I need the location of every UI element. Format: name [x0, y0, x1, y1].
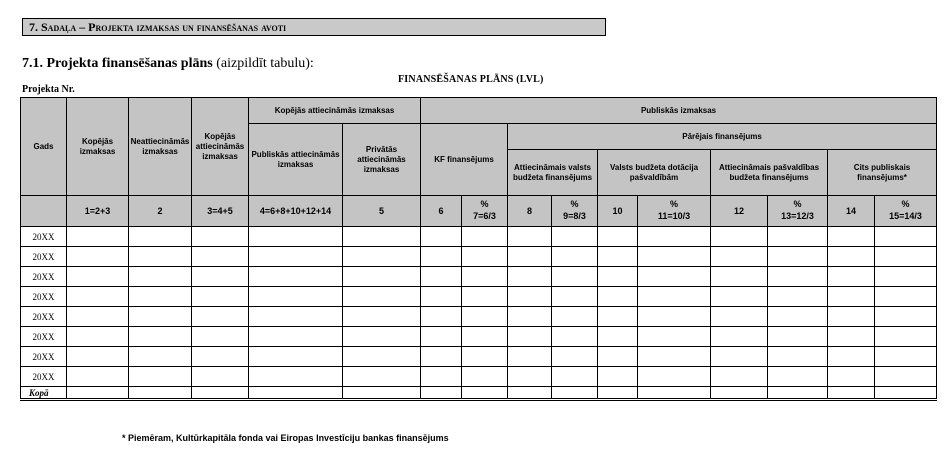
num-c5: 5 [343, 196, 421, 227]
year-cell: 20XX [21, 227, 67, 247]
table-cell[interactable] [508, 287, 552, 307]
year-cell: 20XX [21, 327, 67, 347]
table-cell[interactable] [828, 247, 875, 267]
table-row [21, 267, 937, 287]
table-cell[interactable] [129, 347, 192, 367]
table-cell[interactable] [875, 307, 937, 327]
header-parejais: Pārējais finansējums [508, 124, 937, 150]
table-cell[interactable] [598, 347, 638, 367]
table-cell[interactable] [343, 367, 421, 387]
year-cell: 20XX [21, 307, 67, 327]
total-row [21, 387, 937, 400]
table-cell[interactable] [343, 387, 421, 400]
table-cell[interactable] [875, 247, 937, 267]
table-cell[interactable] [343, 307, 421, 327]
num-c2: 2 [129, 196, 192, 227]
table-cell[interactable] [508, 307, 552, 327]
table-cell[interactable] [67, 247, 129, 267]
table-cell[interactable] [508, 387, 552, 400]
table-cell[interactable] [129, 247, 192, 267]
table-cell[interactable] [711, 347, 768, 367]
pct-sign: % [901, 199, 910, 209]
table-cell[interactable] [552, 307, 598, 327]
table-row [21, 327, 937, 347]
table-cell[interactable] [462, 307, 508, 327]
header-publiskas-group: Publiskās izmaksas [421, 98, 937, 124]
num-c11 [638, 196, 711, 227]
num-c10: 10 [598, 196, 638, 227]
table-cell[interactable] [462, 227, 508, 247]
financing-plan-table [20, 97, 937, 401]
table-cell[interactable] [508, 267, 552, 287]
table-cell[interactable] [598, 227, 638, 247]
table-cell[interactable] [552, 247, 598, 267]
table-cell[interactable] [552, 347, 598, 367]
table-cell[interactable] [875, 287, 937, 307]
table-cell[interactable] [638, 367, 711, 387]
table-cell[interactable] [67, 367, 129, 387]
table-cell[interactable] [768, 347, 828, 367]
table-cell[interactable] [828, 307, 875, 327]
table-cell[interactable] [192, 327, 249, 347]
table-cell[interactable] [552, 327, 598, 347]
table-cell[interactable] [129, 267, 192, 287]
table-row [21, 307, 937, 327]
plan-title: FINANSĒŠANAS PLĀNS (LVL) [398, 74, 544, 85]
table-cell[interactable] [875, 267, 937, 287]
num-c8: 8 [508, 196, 552, 227]
table-cell[interactable] [711, 307, 768, 327]
table-cell[interactable] [768, 367, 828, 387]
table-cell[interactable] [462, 347, 508, 367]
table-cell[interactable] [192, 267, 249, 287]
table-cell[interactable] [711, 367, 768, 387]
table-cell[interactable] [67, 227, 129, 247]
table-cell[interactable] [598, 287, 638, 307]
table-cell[interactable] [638, 327, 711, 347]
table-cell[interactable] [875, 227, 937, 247]
table-cell[interactable] [343, 347, 421, 367]
num-c9-label: 9=8/3 [563, 211, 586, 221]
pct-sign: % [480, 199, 489, 209]
table-cell[interactable] [129, 387, 192, 400]
table-row [21, 367, 937, 387]
table-cell[interactable] [192, 307, 249, 327]
table-cell[interactable] [638, 227, 711, 247]
table-cell[interactable] [421, 247, 462, 267]
table-cell[interactable] [249, 227, 343, 247]
table-cell[interactable] [875, 347, 937, 367]
table-cell[interactable] [711, 387, 768, 400]
header-privatas-att: Privātās attiecināmās izmaksas [343, 124, 421, 196]
table-cell[interactable] [192, 247, 249, 267]
table-cell[interactable] [67, 347, 129, 367]
table-cell[interactable] [638, 387, 711, 400]
table-cell[interactable] [249, 387, 343, 400]
header-cits: Cits publiskais finansējums* [828, 150, 937, 196]
table-cell[interactable] [67, 287, 129, 307]
table-cell[interactable] [598, 247, 638, 267]
table-cell[interactable] [192, 227, 249, 247]
table-cell[interactable] [828, 347, 875, 367]
table-cell[interactable] [598, 367, 638, 387]
subsection-number: 7.1. Projekta finansēšanas plāns [22, 56, 213, 71]
table-cell[interactable] [129, 287, 192, 307]
header-neattiecinamas: Neattiecināmās izmaksas [129, 98, 192, 196]
table-cell[interactable] [828, 267, 875, 287]
table-cell[interactable] [249, 367, 343, 387]
table-cell[interactable] [343, 287, 421, 307]
header-pasvaldibas: Attiecināmais pašvaldības budžeta finansējums [711, 150, 828, 196]
table-cell[interactable] [421, 367, 462, 387]
table-cell[interactable] [421, 227, 462, 247]
table-cell[interactable] [462, 387, 508, 400]
table-cell[interactable] [711, 287, 768, 307]
table-row [21, 247, 937, 267]
num-c15-label: 15=14/3 [889, 211, 922, 221]
table-cell[interactable] [508, 247, 552, 267]
header-publiskas-att: Publiskās attiecināmās izmaksas [249, 124, 343, 196]
table-cell[interactable] [192, 347, 249, 367]
table-cell[interactable] [129, 327, 192, 347]
table-cell[interactable] [129, 367, 192, 387]
table-cell[interactable] [552, 367, 598, 387]
table-cell[interactable] [828, 387, 875, 400]
year-cell: 20XX [21, 267, 67, 287]
table-cell[interactable] [462, 367, 508, 387]
header-kf: KF finansējums [421, 124, 508, 196]
table-cell[interactable] [768, 227, 828, 247]
table-row [21, 227, 937, 247]
table-cell[interactable] [768, 247, 828, 267]
year-cell: 20XX [21, 287, 67, 307]
num-c4: 4=6+8+10+12+14 [249, 196, 343, 227]
num-c13-label: 13=12/3 [781, 211, 814, 221]
table-cell[interactable] [598, 387, 638, 400]
year-cell: 20XX [21, 347, 67, 367]
header-kopejas-att-group: Kopējās attiecināmās izmaksas [249, 98, 421, 124]
table-cell[interactable] [421, 287, 462, 307]
table-cell[interactable] [421, 327, 462, 347]
table-cell[interactable] [828, 227, 875, 247]
table-cell[interactable] [508, 367, 552, 387]
table-cell[interactable] [249, 287, 343, 307]
table-cell[interactable] [768, 387, 828, 400]
table-cell[interactable] [67, 387, 129, 400]
header-kopejas-att: Kopējās attiecināmās izmaksas [192, 98, 249, 196]
table-cell[interactable] [711, 227, 768, 247]
total-label: Kopā [21, 387, 67, 400]
table-cell[interactable] [508, 347, 552, 367]
year-cell: 20XX [21, 247, 67, 267]
table-cell[interactable] [638, 347, 711, 367]
table-cell[interactable] [129, 307, 192, 327]
table-row [21, 287, 937, 307]
table-cell[interactable] [67, 327, 129, 347]
table-row [21, 347, 937, 367]
table-cell[interactable] [421, 347, 462, 367]
table-cell[interactable] [67, 267, 129, 287]
table-cell[interactable] [711, 267, 768, 287]
table-cell[interactable] [598, 327, 638, 347]
table-cell[interactable] [192, 387, 249, 400]
num-c7-label: 7=6/3 [473, 211, 496, 221]
table-cell[interactable] [768, 327, 828, 347]
table-cell[interactable] [711, 327, 768, 347]
table-cell[interactable] [875, 367, 937, 387]
table-cell[interactable] [828, 287, 875, 307]
subsection-title [22, 56, 314, 72]
table-cell[interactable] [552, 387, 598, 400]
table-cell[interactable] [552, 287, 598, 307]
table-cell[interactable] [462, 247, 508, 267]
table-cell[interactable] [552, 267, 598, 287]
subsection-note: (aizpildīt tabulu): [212, 56, 314, 71]
pct-sign: % [669, 199, 678, 209]
table-cell[interactable] [343, 267, 421, 287]
table-cell[interactable] [249, 267, 343, 287]
table-cell[interactable] [249, 247, 343, 267]
table-cell[interactable] [462, 287, 508, 307]
table-cell[interactable] [129, 227, 192, 247]
table-cell[interactable] [249, 307, 343, 327]
table-cell[interactable] [343, 227, 421, 247]
project-nr-label: Projekta Nr. [22, 84, 75, 95]
table-cell[interactable] [192, 287, 249, 307]
num-c15 [875, 196, 937, 227]
table-cell[interactable] [249, 347, 343, 367]
year-cell: 20XX [21, 367, 67, 387]
header-valsts-budzets: Attiecināmais valsts budžeta finansējums [508, 150, 598, 196]
table-cell[interactable] [421, 267, 462, 287]
num-empty [21, 196, 67, 227]
header-gads: Gads [21, 98, 67, 196]
table-cell[interactable] [598, 307, 638, 327]
table-cell[interactable] [638, 287, 711, 307]
section-header: 7. Sadaļa – Projekta izmaksas un finansēšanas avoti [22, 18, 606, 36]
table-cell[interactable] [508, 227, 552, 247]
num-c9 [552, 196, 598, 227]
table-cell[interactable] [421, 387, 462, 400]
table-cell[interactable] [462, 267, 508, 287]
table-cell[interactable] [638, 267, 711, 287]
footnote: * Piemēram, Kultūrkapitāla fonda vai Eiropas Investīciju bankas finansējums [122, 433, 449, 443]
num-c6: 6 [421, 196, 462, 227]
table-cell[interactable] [768, 267, 828, 287]
table-cell[interactable] [421, 307, 462, 327]
table-cell[interactable] [598, 267, 638, 287]
table-cell[interactable] [768, 307, 828, 327]
table-cell[interactable] [462, 327, 508, 347]
header-valsts-dotacija: Valsts budžeta dotācija pašvaldībām [598, 150, 711, 196]
table-cell[interactable] [875, 387, 937, 400]
num-c13 [768, 196, 828, 227]
num-c14: 14 [828, 196, 875, 227]
pct-sign: % [793, 199, 802, 209]
num-c1: 1=2+3 [67, 196, 129, 227]
table-cell[interactable] [768, 287, 828, 307]
table-cell[interactable] [67, 307, 129, 327]
table-cell[interactable] [711, 247, 768, 267]
num-c12: 12 [711, 196, 768, 227]
table-cell[interactable] [343, 327, 421, 347]
table-cell[interactable] [192, 367, 249, 387]
pct-sign: % [570, 199, 579, 209]
num-c3: 3=4+5 [192, 196, 249, 227]
table-cell[interactable] [343, 247, 421, 267]
table-body [21, 227, 937, 400]
table-cell[interactable] [552, 227, 598, 247]
num-c7 [462, 196, 508, 227]
table-cell[interactable] [638, 307, 711, 327]
table-cell[interactable] [828, 367, 875, 387]
table-cell[interactable] [249, 327, 343, 347]
num-c11-label: 11=10/3 [657, 211, 691, 221]
table-cell[interactable] [508, 327, 552, 347]
table-cell[interactable] [875, 327, 937, 347]
table-cell[interactable] [828, 327, 875, 347]
header-kopejas-izmaksas: Kopējās izmaksas [67, 98, 129, 196]
table-cell[interactable] [638, 247, 711, 267]
